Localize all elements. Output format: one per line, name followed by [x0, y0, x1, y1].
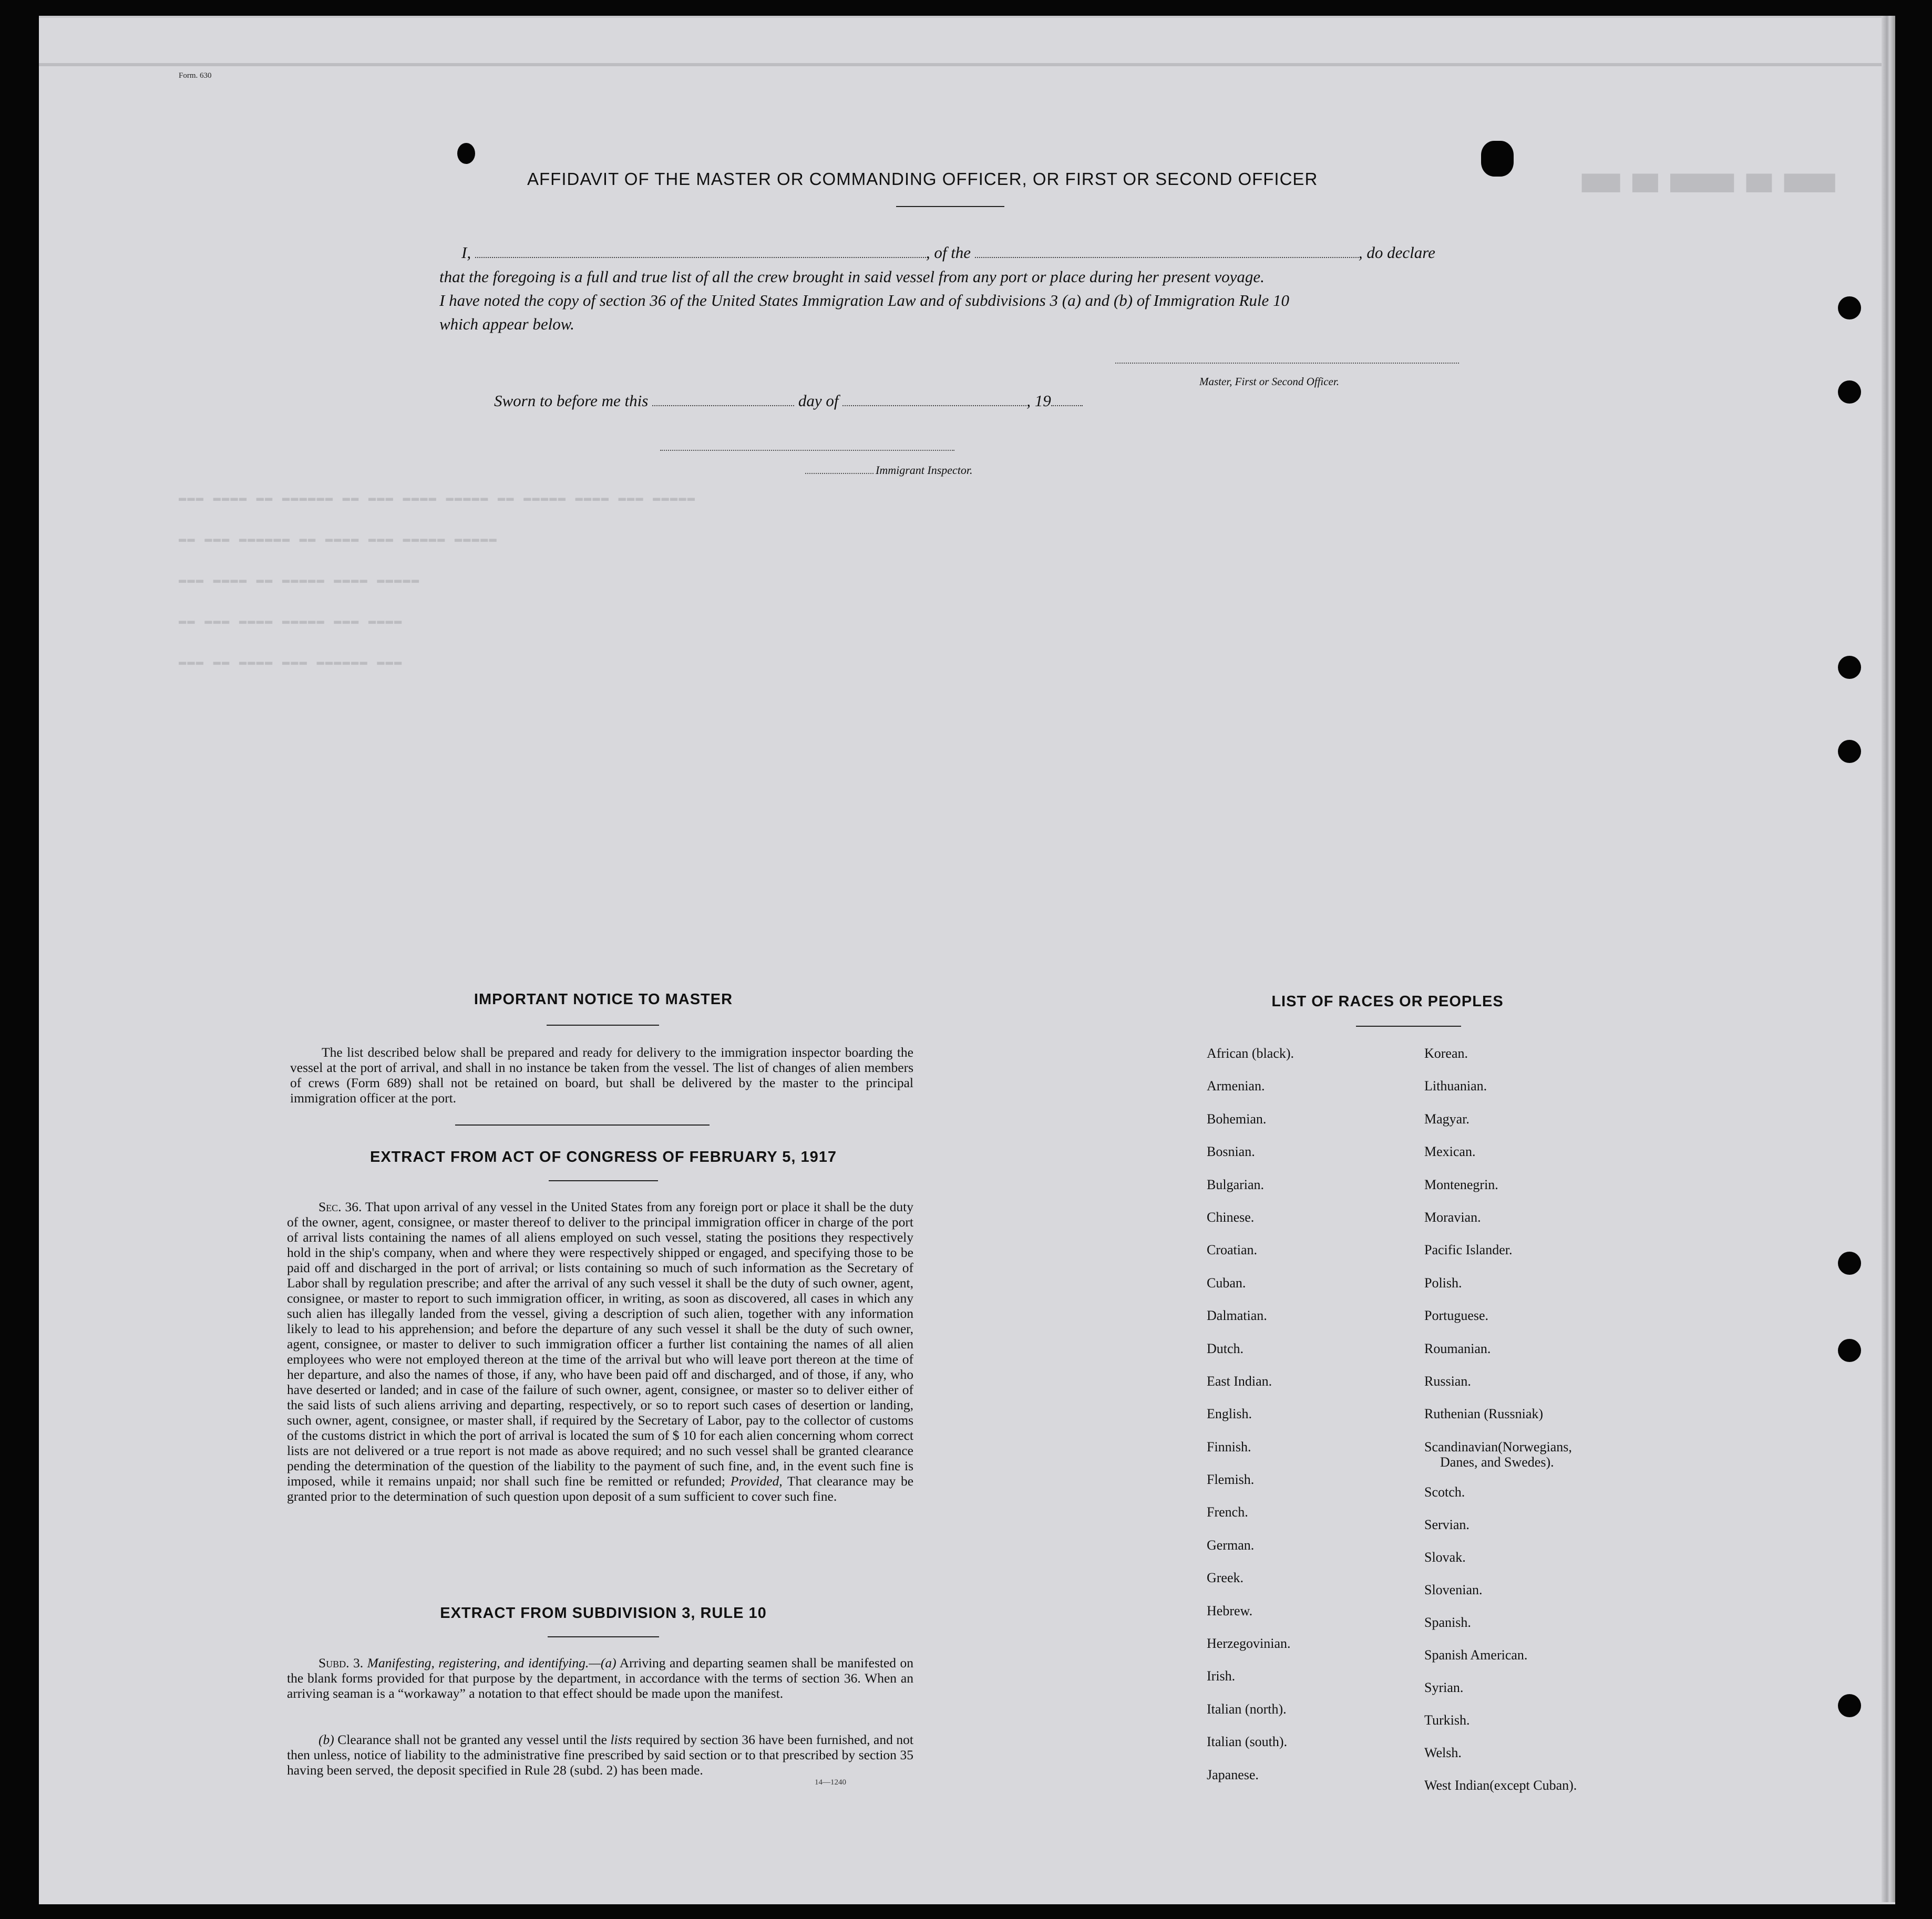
race-item: Flemish.	[1207, 1472, 1255, 1488]
section-divider	[455, 1124, 710, 1126]
act-proviso-text: That clearance may be granted prior to the determination of such question upon deposit of a sum sufficient to cover such fine.	[287, 1473, 914, 1504]
rule-para-a-text: Arriving and departing seamen shall be manifested on the blank forms provided for that purpose by the department, in accordance with the terms of section 36. When an arriving seaman is a “workaway” a notation to that effect should be made upon the manifest.	[287, 1655, 914, 1701]
master-signature-line[interactable]	[1115, 363, 1459, 364]
race-item: German.	[1207, 1537, 1255, 1553]
races-rule	[1356, 1026, 1461, 1027]
notice-rule	[547, 1025, 659, 1026]
race-item: Dutch.	[1207, 1340, 1244, 1356]
race-item: Italian (north).	[1207, 1701, 1287, 1717]
race-item: Bulgarian.	[1207, 1177, 1265, 1192]
rule-para-b-part2: required by section 36 have been furnished, and not then unless, notice of liability to the administrative fine prescribed by said section or to that prescribed by section 35 having been served, the deposit specified in Rule 28 (subd. 2) has been made.	[287, 1732, 913, 1778]
race-item: African (black).	[1207, 1046, 1294, 1061]
race-item	[1424, 1439, 1577, 1484]
sworn-day-blank[interactable]	[652, 394, 794, 406]
race-item: Russian.	[1424, 1373, 1471, 1389]
race-item: Mexican.	[1424, 1144, 1476, 1160]
race-item: Polish.	[1424, 1275, 1462, 1291]
title-rule	[896, 206, 1004, 207]
rule-para-b	[287, 1732, 913, 1778]
race-item: Chinese.	[1207, 1209, 1255, 1225]
printer-mark: 14—1240	[815, 1778, 846, 1787]
stacked-page-edges	[1882, 16, 1895, 1902]
rule-para-b-part1: Clearance shall not be granted any vessel until the	[337, 1732, 607, 1747]
act-rule	[549, 1180, 658, 1181]
punch-hole	[1838, 296, 1861, 319]
punch-hole	[1838, 380, 1861, 404]
rule-para-b-label: (b)	[318, 1732, 334, 1747]
race-item: Servian.	[1424, 1516, 1469, 1532]
race-item: Portuguese.	[1424, 1308, 1489, 1324]
race-item: Roumanian.	[1424, 1340, 1491, 1356]
race-item: Dalmatian.	[1207, 1308, 1267, 1324]
sworn-day-of: day of	[798, 391, 839, 410]
race-item: Korean.	[1424, 1046, 1468, 1061]
race-item: Spanish American.	[1424, 1647, 1528, 1663]
race-item: Bohemian.	[1207, 1111, 1267, 1127]
race-item: Slovak.	[1424, 1549, 1466, 1565]
sheet-fold-edge	[39, 63, 1889, 66]
race-item: Italian (south).	[1207, 1734, 1288, 1750]
vessel-blank[interactable]	[975, 245, 1359, 258]
notice-text: The list described below shall be prepared and ready for delivery to the immigration inspector boarding the vessel at the port of arrival, and shall in no instance be taken from the vessel. The list of changes of alien members of crews (Form 689) shall not be retained on board, but shall be delivered by the master to the principal immigration officer at the port.	[290, 1045, 913, 1106]
race-item: Ruthenian (Russniak)	[1424, 1406, 1544, 1422]
race-item: Turkish.	[1424, 1712, 1470, 1728]
sworn-line	[494, 390, 1083, 411]
inspector-signature-line[interactable]	[660, 450, 954, 451]
race-item: Syrian.	[1424, 1679, 1464, 1695]
race-item: French.	[1207, 1504, 1248, 1520]
affidavit-of-the: , of the	[926, 243, 971, 262]
race-item: Hebrew.	[1207, 1603, 1253, 1618]
affidavit-title: AFFIDAVIT OF THE MASTER OR COMMANDING OFFICER, OR FIRST OR SECOND OFFICER	[527, 169, 1318, 189]
rule-subd-heading: Manifesting, registering, and identifying.—(a)	[367, 1655, 616, 1670]
punch-hole	[1838, 1694, 1861, 1717]
race-item: English.	[1207, 1406, 1252, 1422]
race-item: West Indian(except Cuban).	[1424, 1777, 1577, 1793]
rule-title: EXTRACT FROM SUBDIVISION 3, RULE 10	[440, 1605, 767, 1622]
inspector-signature-caption: Immigrant Inspector.	[805, 463, 973, 477]
race-item: Croatian.	[1207, 1242, 1258, 1258]
race-item: Cuban.	[1207, 1275, 1246, 1291]
punch-hole	[1481, 141, 1514, 177]
race-item: Montenegrin.	[1424, 1177, 1498, 1192]
race-item: Spanish.	[1424, 1614, 1471, 1630]
act-title: EXTRACT FROM ACT OF CONGRESS OF FEBRUARY 5, 1917	[369, 1149, 837, 1165]
race-item-line1: Scandinavian(Norwegians,	[1424, 1439, 1572, 1454]
rule-rule	[548, 1636, 659, 1637]
race-item: Lithuanian.	[1424, 1078, 1487, 1094]
races-column-2	[1424, 1046, 1577, 1810]
rule-subd-label: Subd. 3.	[318, 1655, 364, 1670]
master-signature-caption: Master, First or Second Officer.	[1199, 375, 1339, 388]
race-item: Finnish.	[1207, 1439, 1251, 1454]
race-item-line2: Danes, and Swedes).	[1440, 1454, 1554, 1470]
affidavit-i: I,	[461, 243, 471, 262]
sworn-prefix: Sworn to before me this	[494, 391, 649, 410]
race-item: Moravian.	[1424, 1209, 1481, 1225]
sworn-year: , 19	[1026, 391, 1051, 410]
affidavit-line-2: that the foregoing is a full and true list of all the crew brought in said vessel from any port or place during her present voyage.	[439, 267, 1265, 286]
races-title: LIST OF RACES OR PEOPLES	[1271, 993, 1504, 1010]
race-item: Bosnian.	[1207, 1144, 1255, 1160]
race-item: East Indian.	[1207, 1373, 1272, 1389]
affidavit-line-1	[461, 242, 1435, 263]
bleed-through-texture: ▆▆▆ ▆▆ ▆▆▆▆▆ ▆▆ ▆▆▆▆	[1582, 170, 1835, 194]
race-item: Armenian.	[1207, 1078, 1265, 1094]
race-item: Pacific Islander.	[1424, 1242, 1513, 1258]
race-item: Magyar.	[1424, 1111, 1469, 1127]
race-item: Irish.	[1207, 1668, 1236, 1684]
sworn-month-blank[interactable]	[842, 394, 1026, 406]
punch-hole	[457, 143, 475, 164]
rule-para-b-lists: lists	[610, 1732, 632, 1747]
act-sec-label: Sec. 36.	[318, 1199, 362, 1214]
bleed-through-texture: ▬▬▬ ▬▬▬▬ ▬▬ ▬▬▬▬▬▬ ▬▬ ▬▬▬ ▬▬▬▬ ▬▬▬▬▬ ▬▬ ▬▬▬▬▬ ▬▬▬▬ ▬▬▬ ▬▬▬▬▬ ▬▬ ▬▬▬ ▬▬▬▬▬▬ ▬▬ ▬▬▬▬ ▬▬▬ ▬▬▬▬▬ ▬▬▬▬▬ ▬▬▬ ▬▬▬▬ ▬▬ ▬▬▬▬▬ ▬▬▬▬ ▬▬▬▬▬ ▬▬ ▬▬▬ ▬▬▬▬ ▬▬▬▬▬ ▬▬▬ ▬▬▬▬ ▬▬▬ ▬▬ ▬▬▬▬ ▬▬▬ ▬▬▬▬▬▬ ▬▬▬	[179, 491, 696, 669]
race-item: Welsh.	[1424, 1745, 1462, 1760]
act-body: That upon arrival of any vessel in the United States from any foreign port or place it shall be the duty of the owner, agent, consignee, or master thereof to deliver to the principal immigration officer in charge of the port of arrival lists containing the names of all aliens employed on such vessel, stating the positions they respectively hold in the ship's company, when and where they were respectively shipped or engaged, and specifying those to be paid off and discharged in the port of arrival; or lists containing so much of such information as the Secretary of Labor shall by regulation prescribe; and after the arrival of any such vessel it shall be the duty of such owner, agent, consignee, or master to report to such immigration officer, in writing, as soon as discovered, all cases in which any such alien has illegally landed from the vessel, giving a description of such alien, together with any information likely to lead to his apprehension; and before the departure of any such vessel it shall be the duty of such owner, agent, consignee, or master to deliver to such immigration officer a further list containing the names of all alien employees who were not employed thereon at the time of the arrival but who will leave port thereon at the time of her departure, and also the names of those, if any, who have been paid off and discharged, and of those, if any, who have deserted or landed; and in case of the failure of such owner, agent, consignee, or master so to deliver either of the said lists of such aliens arriving and departing, respectively, or so to report such cases of desertion or landing, such owner, agent, consignee, or master shall, if required by the Secretary of Labor, pay to the collector of customs of the customs district in which the port of arrival is located the sum of $ 10 for each alien concerning whom correct lists are not delivered or a true report is not made as above required; and no such vessel shall be granted clearance pending the determination of the question of the liability to the payment of such fine, and, in the event such fine is imposed, while it remains unpaid; nor shall such fine be remitted or refunded;	[287, 1199, 914, 1489]
notice-title: IMPORTANT NOTICE TO MASTER	[474, 991, 733, 1008]
race-item: Japanese.	[1207, 1767, 1259, 1782]
act-proviso-label: Provided,	[730, 1473, 783, 1489]
race-item: Herzegovinian.	[1207, 1636, 1291, 1652]
races-column-1	[1207, 1046, 1294, 1800]
form-number: Form. 630	[179, 71, 212, 80]
rule-para-a	[287, 1655, 913, 1701]
race-item: Scotch.	[1424, 1484, 1465, 1500]
affidavit-do-declare: , do declare	[1358, 243, 1435, 262]
act-text	[287, 1199, 913, 1504]
sworn-year-blank[interactable]	[1051, 394, 1083, 406]
affidavit-line-3: I have noted the copy of section 36 of the United States Immigration Law and of subdivisions 3 (a) and (b) of Immigration Rule 10	[439, 291, 1289, 309]
affidavit-line-4: which appear below.	[439, 315, 574, 333]
name-blank[interactable]	[475, 245, 926, 258]
race-item: Slovenian.	[1424, 1582, 1483, 1597]
race-item: Greek.	[1207, 1570, 1244, 1586]
